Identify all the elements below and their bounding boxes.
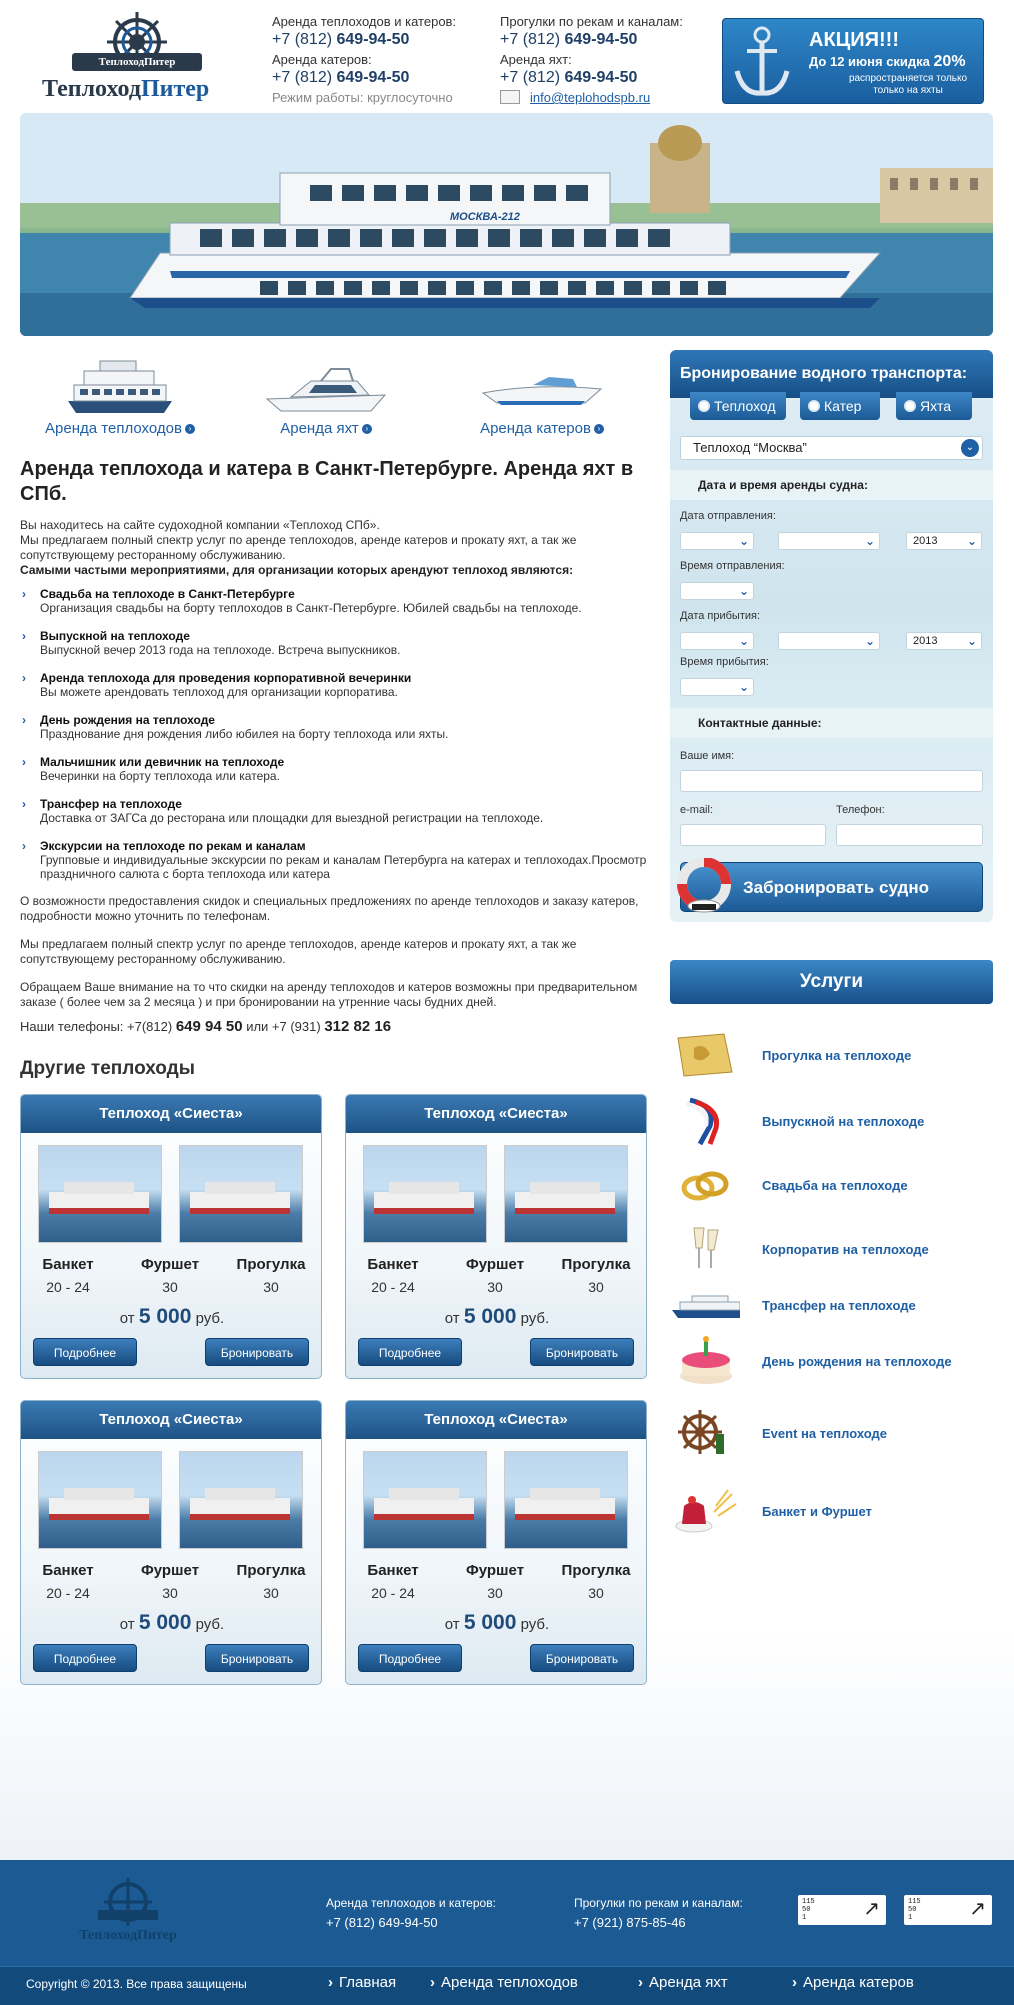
counter-text: 115 50 1 [908,1898,921,1922]
working-hours: Режим работы: круглосуточно [272,90,453,105]
arrow-up-right-icon: ↗ [863,1898,880,1920]
service-label: Банкет и Фуршет [762,1504,872,1519]
chevron-right-icon: › [22,671,26,685]
chevron-down-icon: ⌄ [738,534,749,548]
book-button[interactable]: Бронировать [205,1338,309,1366]
footer-contacts-2 [574,1893,743,1933]
book-button[interactable]: Бронировать [205,1644,309,1672]
contact-label: Аренда катеров: [272,52,372,67]
chevron-right-icon: › [22,713,26,727]
list-item: › Выпускной на теплоходе Выпускной вечер 2013 года на теплоходе. Встреча выпускников. [22,629,401,657]
paragraph: О возможности предоставления скидок и специальных предложениях по аренде теплоходов и заказу катеров, подробности можно уточнить по телефонам. [20,894,639,923]
chevron-right-icon: › [22,755,26,769]
ship-photo-image [364,1452,487,1549]
list-item: › День рождения на теплоходе Празднование дня рождения либо юбилея на борту теплохода или яхты. [22,713,449,741]
contacts-section-title: Контактные данные: [670,708,993,738]
chevron-down-icon: ⌄ [738,584,749,598]
ship-icon [670,1280,740,1330]
chevron-right-icon: › [430,1974,435,1991]
arr-time-select[interactable] [680,678,754,696]
more-button[interactable]: Подробнее [33,1644,137,1672]
arrow-right-icon: › [594,424,604,434]
arr-month-select[interactable] [778,632,880,650]
chevron-right-icon: › [22,839,26,853]
ship-card [345,1094,647,1379]
vessel-link[interactable]: Аренда катеров › [442,420,642,437]
helm-icon [670,1408,740,1458]
ship-photo[interactable] [504,1451,628,1549]
card-price: от 5 000 руб. [119,1611,225,1634]
chevron-right-icon: › [22,629,26,643]
phones-line: Наши телефоны: +7(812) 649 94 50 или +7 (931) 312 82 16 [20,1018,392,1035]
card-capacity: Банкет 20 - 24 Фуршет 30 Прогулка 30 [42,1562,306,1601]
service-label: Прогулка на теплоходе [762,1048,912,1063]
promo-text: До 12 июня скидка 20% [809,53,966,70]
footer-contacts-1 [326,1893,496,1933]
card-capacity: Банкет 20 - 24 Фуршет 30 Прогулка 30 [42,1256,306,1295]
chevron-right-icon: › [22,797,26,811]
arrow-right-icon: › [362,424,372,434]
vessel-type-boats[interactable] [442,355,642,445]
book-button[interactable]: Бронировать [530,1644,634,1672]
contact-phone[interactable]: +7 (812) 649-94-50 [272,69,410,86]
cake-icon [670,1336,740,1386]
arrow-up-right-icon: ↗ [969,1898,986,1920]
footer-label: Прогулки по рекам и каналам: [574,1896,743,1910]
name-input[interactable] [680,770,983,792]
ship-photo[interactable] [363,1451,487,1549]
dep-year-select[interactable]: 2013 ⌄ [906,532,982,550]
footer-nav-ships[interactable]: › Аренда теплоходов [430,1974,578,1991]
phone-label: Телефон: [836,804,885,816]
glasses-icon [670,1224,740,1274]
rings-icon [670,1160,740,1210]
list-item: › Экскурсии на теплоходе по рекам и каналам Групповые и индивидуальные экскурсии по рекам и каналам Петербурга на катерах и теплоходах.Просмотр праздничного салюта с борта теплохода или катера [22,839,647,881]
ship-photo-image [505,1146,628,1243]
service-label: День рождения на теплоходе [762,1354,952,1369]
chevron-right-icon: › [328,1974,333,1991]
arr-day-select[interactable] [680,632,754,650]
counter-badge[interactable] [904,1895,992,1925]
dep-day-select[interactable] [680,532,754,550]
chevron-down-icon: ⌄ [966,534,977,548]
card-title: Теплоход «Сиеста» [21,1095,321,1133]
book-button[interactable]: Бронировать [530,1338,634,1366]
yacht-icon [261,355,391,420]
copyright: Copyright © 2013. Все права защищены [26,1977,247,1991]
ship-photo-image [39,1146,162,1243]
ship-photo[interactable] [363,1145,487,1243]
list-item: › Свадьба на теплоходе в Санкт-Петербурге Организация свадьбы на борту теплоходов в Санкт-Петербурге. Юбилей свадьбы на теплоходе. [22,587,582,615]
vessel-link[interactable]: Аренда яхт › [226,420,426,437]
arr-date-label: Дата прибытия: [680,610,761,622]
map-icon [670,1030,740,1080]
radio-dot-icon [698,400,710,412]
service-label: Свадьба на теплоходе [762,1178,908,1193]
service-item[interactable] [670,1224,993,1274]
vessel-type-ships[interactable] [20,355,220,445]
radio-dot-icon [904,400,916,412]
card-title: Теплоход «Сиеста» [346,1095,646,1133]
chevron-right-icon: › [792,1974,797,1991]
hero-boat-name: МОСКВА-212 [450,211,520,223]
ship-photo-image [364,1146,487,1243]
intro-bold: Самыми частыми мероприятиями, для организации которых арендуют теплоход являются: [20,563,574,577]
chevron-down-icon: ⌄ [961,439,979,457]
chevron-down-icon: ⌄ [966,634,977,648]
footer-nav-boats[interactable]: › Аренда катеров [792,1974,914,1991]
card-price: от 5 000 руб. [444,1611,550,1634]
speedboat-icon [477,355,607,420]
arr-year-select[interactable]: 2013 ⌄ [906,632,982,650]
intro-text [20,518,650,578]
envelope-icon [500,90,520,104]
submit-booking-button[interactable]: Забронировать судно [680,862,983,912]
booking-title: Бронирование водного транспорта: [670,350,993,398]
list-item: › Трансфер на теплоходе Доставка от ЗАГСа до ресторана или площадки для выездной регистрации на теплоходе. [22,797,544,825]
ship-photo[interactable] [504,1145,628,1243]
service-label: Корпоратив на теплоходе [762,1242,929,1257]
footer-nav-home[interactable]: › Главная [328,1974,397,1991]
list-item: › Мальчишник или девичник на теплоходе Вечеринки на борту теплохода или катера. [22,755,285,783]
events-list [20,587,650,895]
counter-text: 115 50 1 [802,1898,815,1922]
chevron-right-icon: › [22,587,26,601]
more-button[interactable]: Подробнее [33,1338,137,1366]
booking-form [670,350,993,922]
arrow-right-icon: › [185,424,195,434]
phone-input[interactable] [836,824,983,846]
datetime-section-title: Дата и время аренды судна: [670,470,993,500]
promo-note: распространяется только только на яхты [848,73,968,96]
anchor-icon [731,25,793,101]
vessel-type-yachts[interactable] [226,355,426,445]
contact-label: Прогулки по рекам и каналам: [500,14,683,29]
email-link[interactable]: info@teplohodspb.ru [530,90,651,105]
contact-phone[interactable]: +7 (812) 649-94-50 [500,69,638,86]
service-item[interactable] [670,1486,993,1536]
service-item[interactable] [670,1336,993,1386]
dessert-icon [670,1486,740,1536]
card-price: от 5 000 руб. [119,1305,225,1328]
logo[interactable] [42,8,232,108]
service-item[interactable] [670,1280,993,1330]
card-capacity: Банкет 20 - 24 Фуршет 30 Прогулка 30 [367,1562,631,1601]
other-ships-title: Другие теплоходы [20,1058,195,1079]
footer-phone[interactable]: +7 (921) 875-85-46 [574,1915,686,1930]
chevron-right-icon: › [638,1974,643,1991]
service-item[interactable] [670,1160,993,1210]
card-price: от 5 000 руб. [444,1305,550,1328]
logo-ribbon: ТеплоходПитер [72,53,202,71]
footer-helm-logo-icon [68,1872,188,1928]
name-label: Ваше имя: [680,750,735,762]
dep-time-label: Время отправления: [680,560,785,572]
ship-card [20,1400,322,1685]
more-button[interactable]: Подробнее [358,1338,462,1366]
vessel-select[interactable]: Теплоход “Москва” ⌄ [680,436,983,460]
card-capacity: Банкет 20 - 24 Фуршет 30 Прогулка 30 [367,1256,631,1295]
ship-photo-image [39,1452,162,1549]
vessel-types [20,355,660,445]
intro-line: Мы предлагаем полный спектр услуг по аренде теплоходов, аренде катеров и прокату яхт, а так же сопутствующему ресторанному обслуживанию. [20,533,577,562]
intro-line: Вы находитесь на сайте судоходной компании «Теплоход СПб». [20,518,380,532]
promo-banner[interactable] [722,18,984,104]
vessel-link[interactable]: Аренда теплоходов › [20,420,220,437]
dep-time-select[interactable] [680,582,754,600]
ship-photo[interactable] [38,1145,162,1243]
service-label: Event на теплоходе [762,1426,888,1441]
arr-time-label: Время прибытия: [680,656,769,668]
contact-phone[interactable]: +7 (812) 649-94-50 [272,31,410,48]
chevron-down-icon: ⌄ [864,634,875,648]
ship-photo[interactable] [179,1451,303,1549]
dep-month-select[interactable] [778,532,880,550]
dep-date-label: Дата отправления: [680,510,776,522]
radio-ship[interactable]: Теплоход [690,392,786,420]
service-item[interactable] [670,1408,993,1458]
email-input[interactable] [680,824,826,846]
motor-ship-icon [60,355,180,420]
card-title: Теплоход «Сиеста» [346,1401,646,1439]
service-item[interactable] [670,1030,993,1080]
ship-photo-image [180,1452,303,1549]
footer-phone[interactable]: +7 (812) 649-94-50 [326,1915,438,1930]
chevron-down-icon: ⌄ [864,534,875,548]
radio-yacht[interactable]: Яхта [896,392,972,420]
contact-label: Аренда яхт: [500,52,572,67]
chevron-down-icon: ⌄ [738,680,749,694]
header-contacts-1 [272,14,456,90]
service-item[interactable] [670,1096,993,1146]
service-label: Трансфер на теплоходе [762,1298,916,1313]
paragraph: Обращаем Ваше внимание на то что скидки на аренду теплоходов и катеров возможны при предварительном заказе ( более чем за 2 месяца ) и при бронировании на утренние часы будних дней. [20,980,638,1009]
contact-label: Аренда теплоходов и катеров: [272,14,457,29]
page-title: Аренда теплохода и катера в Санкт-Петербурге. Аренда яхт в СПб. [20,458,634,505]
radio-dot-icon [808,400,820,412]
services-title: Услуги [670,960,993,1004]
email-label: e-mail: [680,804,714,816]
header [0,0,1014,110]
footer-logo[interactable] [68,1872,188,1952]
ship-card [345,1400,647,1685]
ship-card [20,1094,322,1379]
ship-photo[interactable] [179,1145,303,1243]
card-title: Теплоход «Сиеста» [21,1401,321,1439]
lifebuoy-captain-icon [676,858,732,920]
ship-photo[interactable] [38,1451,162,1549]
contact-phone[interactable]: +7 (812) 649-94-50 [500,31,638,48]
ribbon-icon [670,1096,740,1146]
logo-name: ТеплоходПитер [42,76,210,102]
footer-label: Аренда теплоходов и катеров: [326,1896,496,1910]
service-label: Выпускной на теплоходе [762,1114,925,1129]
list-item: › Аренда теплохода для проведения корпоративной вечеринки Вы можете арендовать теплоход для организации корпоратива. [22,671,412,699]
hero-ship-illustration [20,113,993,336]
chevron-down-icon: ⌄ [738,634,749,648]
ship-photo-image [505,1452,628,1549]
footer-nav-yachts[interactable]: › Аренда яхт [638,1974,728,1991]
footer-logo-text: ТеплоходПитер [79,1928,177,1943]
footnote-text [20,894,650,1023]
header-contacts-2 [500,14,683,90]
paragraph: Мы предлагаем полный спектр услуг по аренде теплоходов, аренде катеров и прокату яхт, а так же сопутствующему ресторанному обслуживанию. [20,937,577,966]
radio-boat[interactable]: Катер [800,392,880,420]
counter-badge[interactable] [798,1895,886,1925]
more-button[interactable]: Подробнее [358,1644,462,1672]
ship-photo-image [180,1146,303,1243]
promo-title: АКЦИЯ!!! [809,29,899,51]
hero-banner [20,113,993,336]
